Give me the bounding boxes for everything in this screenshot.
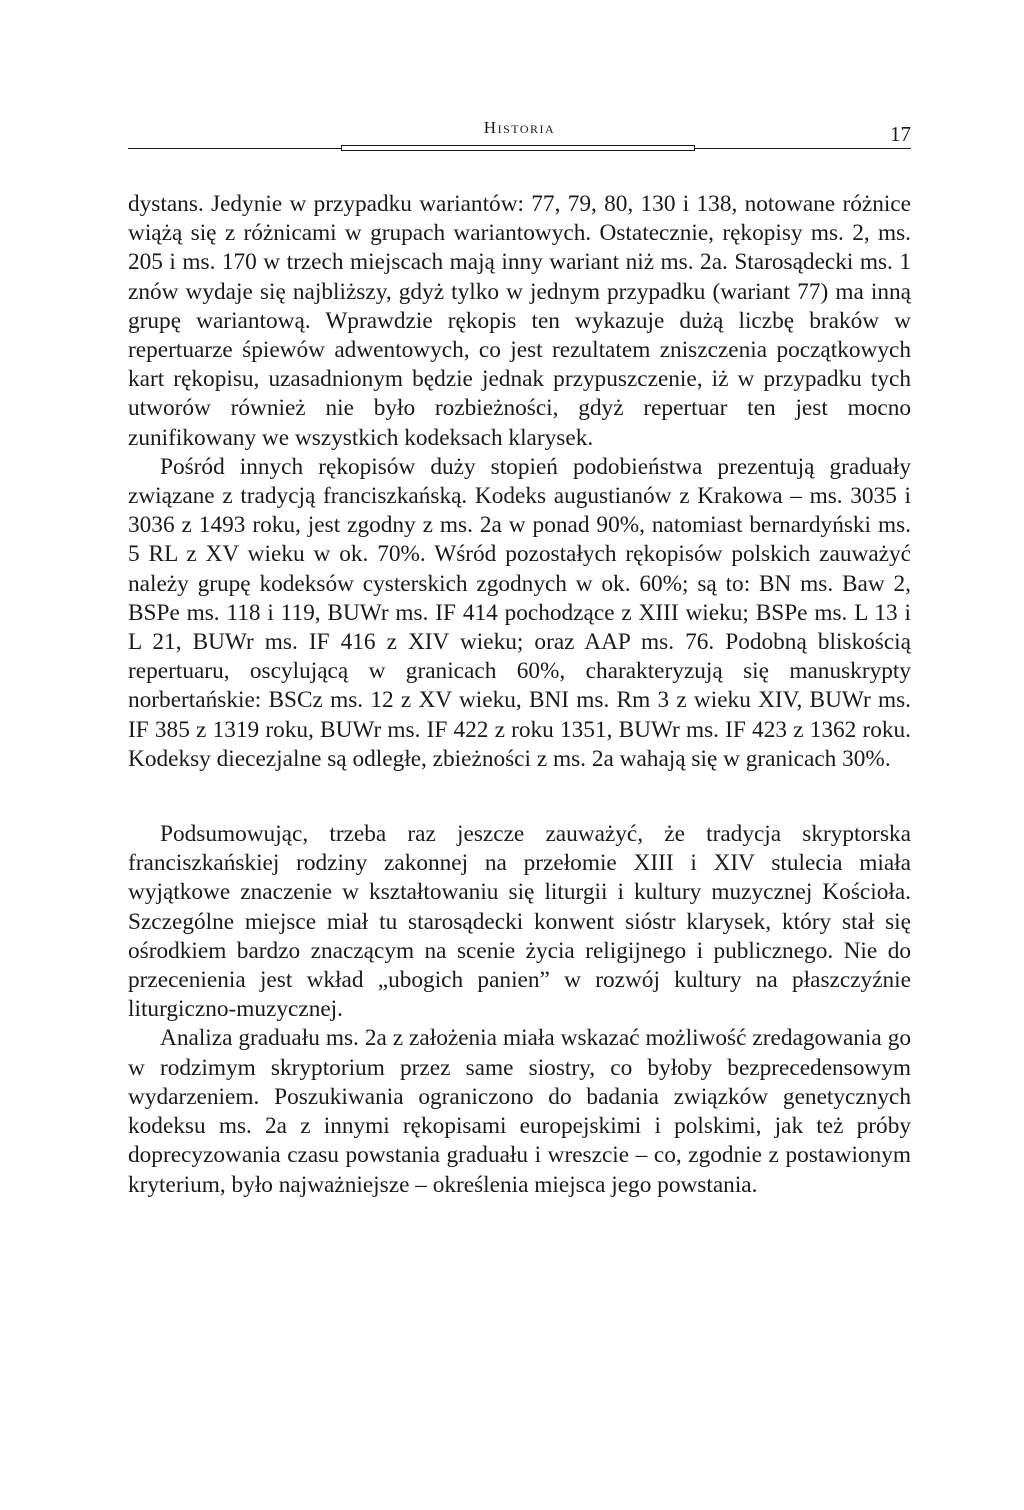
paragraph-continuation: dystans. Jedynie w przypadku wariantów: 77, 79, 80, 130 i 138, notowane różnice wiążą się z różnicami w grupach wariantowych. Ostatecznie, rękopisy ms. 2, ms. 205 i ms. 170 w trzech miejscach mają inny wariant niż ms. 2a. Starosądecki ms. 1 znów wydaje się najbliższy, gdyż tylko w jednym przypadku (wariant 77) ma inną grupę wariantową. Wprawdzie rękopis ten wykazuje dużą liczbę braków w repertuarze śpiewów adwentowych, co jest rezultatem zniszczenia początkowych kart rękopisu, uzasadnionym będzie jednak przypuszczenie, iż w przypadku tych utworów również nie było rozbieżności, gdyż repertuar ten jest mocno zunifikowany we wszystkich kodeksach klarysek. (128, 191, 911, 451)
paragraph-summary: Podsumowując, trzeba raz jeszcze zauważyć, że tradycja skryptorska franciszkańskiej rodziny zakonnej na przełomie XIII i XIV stulecia miała wyjątkowe znaczenie w kształtowaniu się liturgii i kultury muzycznej Kościoła. Szczególne miejsce miał tu starosądecki konwent sióstr klarysek, który stał się ośrodkiem bardzo znaczącym na scenie życia religijnego i publicznego. Nie do przecenienia jest wkład „ubogich panien” w rozwój kultury na płaszczyźnie liturgiczno-muzycznej. (128, 821, 911, 1023)
running-header-title: Historia (483, 118, 556, 137)
page-number: 17 (890, 122, 911, 146)
body-text (128, 190, 911, 1200)
paragraph-analysis: Analiza graduału ms. 2a z założenia miała wskazać możliwość zredagowania go w rodzimym skryptorium przez same siostry, co byłoby bezprecedensowym wydarzeniem. Poszukiwania ograniczono do badania związków genetycznych kodeksu ms. 2a z innymi rękopisami europejskimi i polskimi, jak też próby doprecyzowania czasu powstania graduału i wreszcie – co, zgodnie z postawionym kryterium, było najważniejsze – określenia miejsca jego powstania. (128, 1025, 911, 1198)
header-rule-ornament (341, 145, 695, 151)
running-header (128, 118, 911, 158)
paragraph-comparison: Pośród innych rękopisów duży stopień podobieństwa prezentują graduały związane z tradycją franciszkańską. Kodeks augustianów z Krakowa – ms. 3035 i 3036 z 1493 roku, jest zgodny z ms. 2a w ponad 90%, natomiast bernardyński ms. 5 RL z XV wieku w ok. 70%. Wśród pozostałych rękopisów polskich zauważyć należy grupę kodeksów cysterskich zgodnych w ok. 60%; są to: BN ms. Baw 2, BSPe ms. 118 i 119, BUWr ms. IF 414 pochodzące z XIII wieku; BSPe ms. L 13 i L 21, BUWr ms. IF 416 z XIV wieku; oraz AAP ms. 76. Podobną bliskością repertuaru, oscylującą w granicach 60%, charakteryzują się manuskrypty norbertańskie: BSCz ms. 12 z XV wieku, BNI ms. Rm 3 z wieku XIV, BUWr ms. IF 385 z 1319 roku, BUWr ms. IF 422 z roku 1351, BUWr ms. IF 423 z 1362 roku. Kodeksy diecezjalne są odległe, zbieżności z ms. 2a wahają się w granicach 30%. (128, 453, 911, 772)
